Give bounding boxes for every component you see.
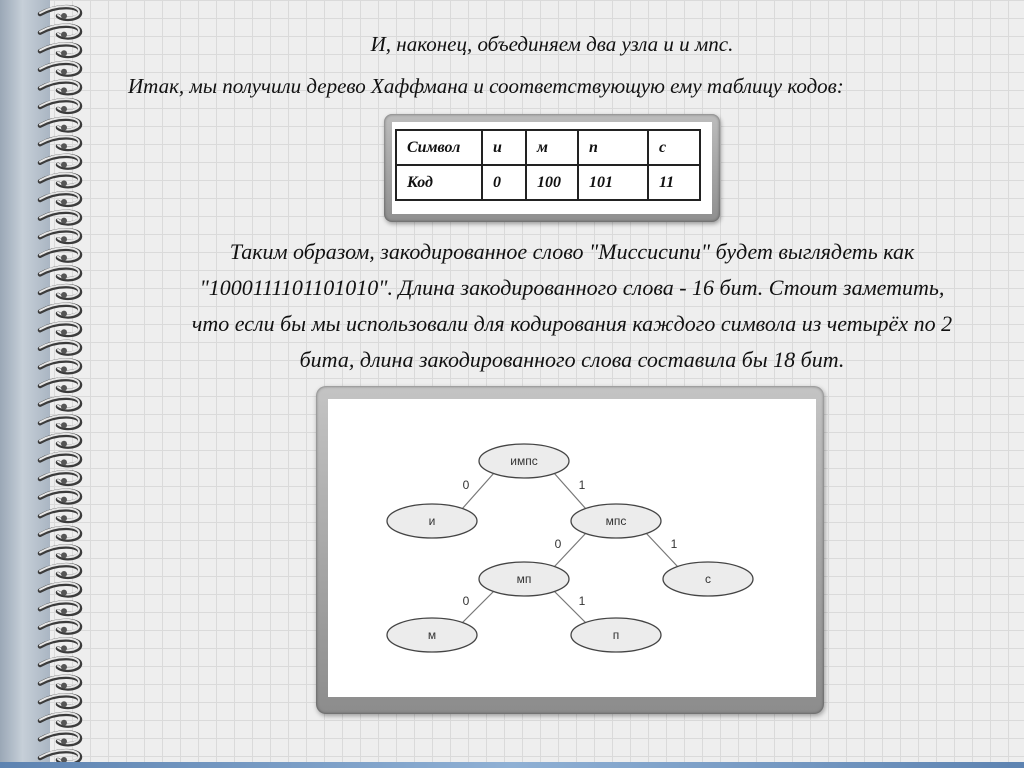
huffman-tree-figure	[328, 399, 816, 697]
huffman-tree-diagram	[328, 399, 816, 697]
spiral-ring	[40, 360, 80, 373]
tree-node	[571, 504, 661, 538]
paragraph-line: "1000111101101010". Длина закодированного слова - 16 бит. Стоит заметить,	[199, 275, 945, 300]
table-cell: м	[526, 130, 578, 165]
spiral-ring	[40, 434, 80, 447]
paragraph-line: бита, длина закодированного слова составила бы 18 бит.	[299, 347, 845, 372]
spiral-ring	[40, 304, 80, 317]
spiral-ring	[40, 415, 80, 428]
node-label: импс	[510, 454, 538, 468]
row-header-cell: Символ	[396, 130, 482, 165]
spiral-ring	[40, 527, 80, 540]
symbol-row	[396, 130, 700, 165]
tree-node	[387, 618, 477, 652]
spiral-ring	[40, 378, 80, 391]
paragraph-line: Таким образом, закодированное слово "Миссисипи" будет выглядеть как	[229, 239, 915, 264]
spiral-ring	[40, 118, 80, 131]
node-label: мп	[516, 572, 532, 586]
spiral-ring	[40, 546, 80, 559]
table-cell: с	[648, 130, 700, 165]
node-label: и	[428, 514, 436, 528]
spiral-ring	[40, 62, 80, 75]
edge-label: 1	[578, 594, 586, 608]
spiral-ring	[40, 583, 80, 596]
tree-figure-frame	[316, 386, 824, 714]
spiral-ring	[40, 322, 80, 335]
table-cell: 100	[526, 165, 578, 200]
spiral-ring	[40, 471, 80, 484]
tree-node	[479, 444, 569, 478]
paragraph-line: что если бы мы использовали для кодирования каждого символа из четырёх по 2	[191, 311, 953, 336]
edge-label: 1	[578, 478, 586, 492]
edge-label: 0	[554, 537, 562, 551]
spiral-ring	[40, 694, 80, 707]
node-label: м	[427, 628, 437, 642]
table-intro-line: Итак, мы получили дерево Хаффмана и соответствующую ему таблицу кодов:	[128, 74, 844, 98]
tree-node	[387, 504, 477, 538]
edge-label: 1	[670, 537, 678, 551]
spiral-ring	[40, 453, 80, 466]
spiral-ring	[40, 397, 80, 410]
spiral-ring	[40, 490, 80, 503]
tree-node	[571, 618, 661, 652]
spiral-ring	[40, 285, 80, 298]
node-label: п	[612, 628, 620, 642]
spiral-binding	[0, 0, 92, 768]
spiral-ring	[40, 564, 80, 577]
table-cell: 0	[482, 165, 526, 200]
spiral-ring	[40, 6, 80, 19]
explanation-paragraph	[130, 234, 1014, 378]
spiral-ring	[40, 676, 80, 689]
spiral-ring	[40, 657, 80, 670]
bottom-accent-bar	[0, 762, 1024, 768]
spiral-ring	[40, 732, 80, 745]
spiral-ring	[40, 248, 80, 261]
edge-label: 0	[462, 478, 470, 492]
tree-node	[479, 562, 569, 596]
spiral-ring	[40, 136, 80, 149]
code-row	[396, 165, 700, 200]
spiral-ring	[40, 81, 80, 94]
code-table	[395, 129, 701, 201]
spiral-ring	[40, 601, 80, 614]
spiral-ring	[40, 341, 80, 354]
edge-label: 0	[462, 594, 470, 608]
spiral-ring	[40, 99, 80, 112]
spiral-ring	[40, 508, 80, 521]
table-cell: п	[578, 130, 648, 165]
spiral-ring	[40, 229, 80, 242]
node-label: мпс	[605, 514, 627, 528]
node-label: с	[705, 572, 711, 586]
spiral-ring	[40, 713, 80, 726]
table-cell: 11	[648, 165, 700, 200]
intro-line: И, наконец, объединяем два узла и и мпс.	[370, 32, 734, 56]
spiral-ring	[40, 211, 80, 224]
spiral-ring	[40, 155, 80, 168]
code-table-frame	[384, 114, 720, 222]
spiral-ring	[40, 267, 80, 280]
spiral-ring	[40, 620, 80, 633]
table-cell: 101	[578, 165, 648, 200]
row-header-cell: Код	[396, 165, 482, 200]
spiral-ring	[40, 639, 80, 652]
table-cell: и	[482, 130, 526, 165]
spiral-ring	[40, 174, 80, 187]
tree-node	[663, 562, 753, 596]
spiral-ring	[40, 192, 80, 205]
